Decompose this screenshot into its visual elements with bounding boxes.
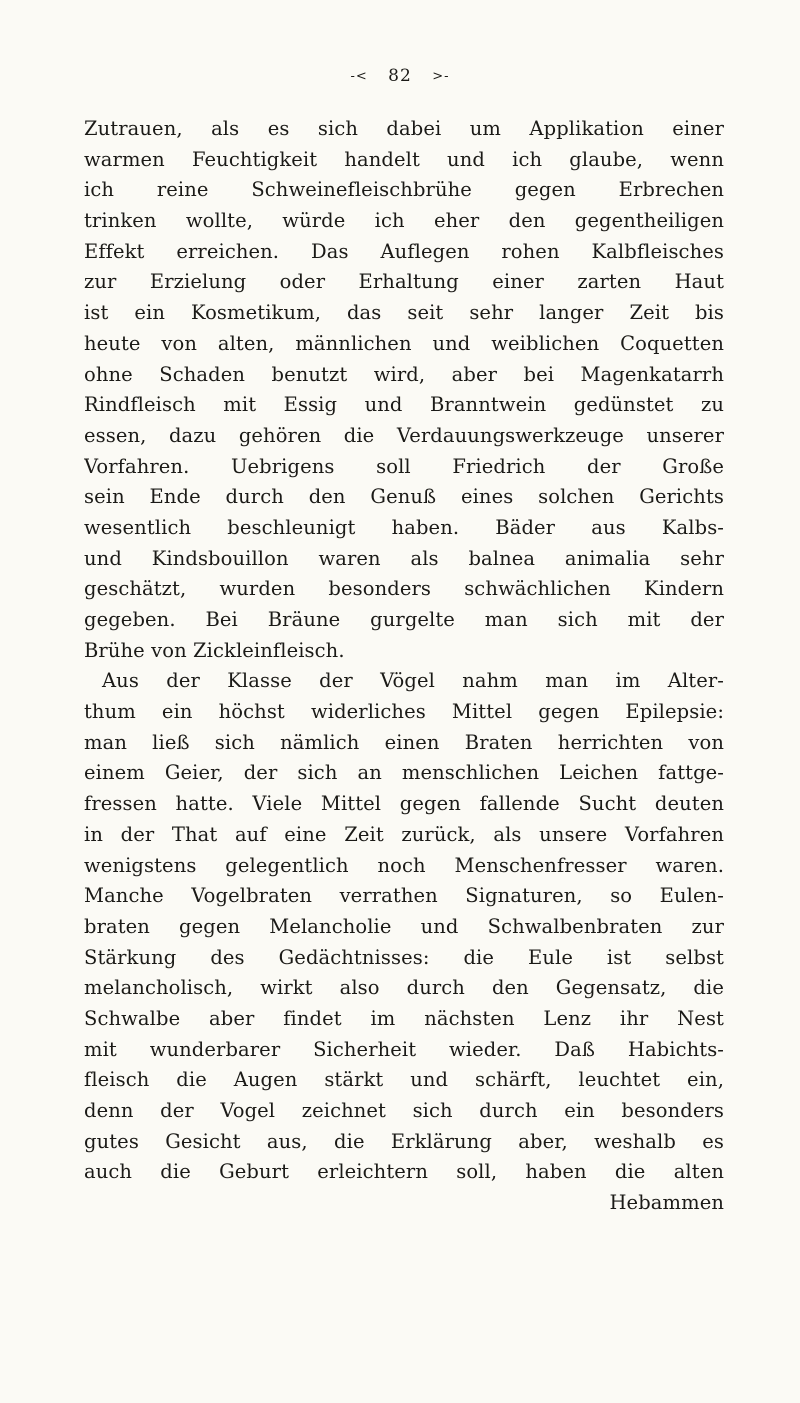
text-line: thum ein höchst widerliches Mittel gegen Epilepsie: xyxy=(84,700,724,724)
text-line: fleisch die Augen stärkt und schärft, leuchtet ein, xyxy=(84,1068,724,1092)
text-line: essen, dazu gehören die Verdauungswerkzeuge unserer xyxy=(84,423,724,447)
text-line: mit wunderbarer Sicherheit wieder. Daß Habichts- xyxy=(84,1037,724,1061)
left-ornament: -< xyxy=(350,69,368,84)
text-line: warmen Feuchtigkeit handelt und ich glaube, wenn xyxy=(84,147,724,171)
right-ornament: >- xyxy=(432,69,450,84)
text-line: zur Erzielung oder Erhaltung einer zarten Haut xyxy=(84,270,724,294)
text-line: und Kindsbouillon waren als balnea animalia sehr xyxy=(84,546,724,570)
text-line: Brühe von Zickleinfleisch. xyxy=(84,638,345,662)
text-line: ist ein Kosmetikum, das seit sehr langer Zeit bis xyxy=(84,301,724,325)
text-line: fressen hatte. Viele Mittel gegen fallende Sucht deuten xyxy=(84,792,724,816)
page-header xyxy=(0,66,800,86)
text-line: braten gegen Melancholie und Schwalbenbraten zur xyxy=(84,914,724,938)
text-line: Stärkung des Gedächtnisses: die Eule ist selbst xyxy=(84,945,724,969)
text-line: Manche Vogelbraten verrathen Signaturen, so Eulen- xyxy=(84,884,724,908)
text-line: melancholisch, wirkt also durch den Gegensatz, die xyxy=(84,976,724,1000)
text-line: sein Ende durch den Genuß eines solchen Gerichts xyxy=(84,485,724,509)
text-line: Schwalbe aber findet im nächsten Lenz ihr Nest xyxy=(84,1006,724,1030)
text-line: heute von alten, männlichen und weiblichen Coquetten xyxy=(84,331,724,355)
text-line: denn der Vogel zeichnet sich durch ein besonders xyxy=(84,1099,724,1122)
text-line: in der That auf eine Zeit zurück, als unsere Vorfahren xyxy=(84,822,724,846)
text-line: Effekt erreichen. Das Auflegen rohen Kalbfleisches xyxy=(84,239,724,263)
text-line: Rindfleisch mit Essig und Branntwein gedünstet zu xyxy=(84,393,724,417)
text-line: auch die Geburt erleichtern soll, haben die alten xyxy=(84,1160,724,1184)
text-line: geschätzt, wurden besonders schwächlichen Kindern xyxy=(84,577,724,601)
body-text xyxy=(84,114,724,1219)
text-line: Hebammen xyxy=(609,1191,724,1215)
text-line: Vorfahren. Uebrigens soll Friedrich der Große xyxy=(84,454,724,478)
text-line: ohne Schaden benutzt wird, aber bei Magenkatarrh xyxy=(84,362,724,386)
text-line: ich reine Schweinefleischbrühe gegen Erbrechen xyxy=(84,178,724,202)
text-line: gegeben. Bei Bräune gurgelte man sich mit der xyxy=(84,608,724,631)
text-line: Zutrauen, als es sich dabei um Applikation einer xyxy=(84,117,724,140)
text-line: gutes Gesicht aus, die Erklärung aber, weshalb es xyxy=(84,1129,724,1153)
text-line: einem Geier, der sich an menschlichen Leichen fattge- xyxy=(84,761,724,785)
text-line: wesentlich beschleunigt haben. Bäder aus Kalbs- xyxy=(84,515,724,539)
text-line: wenigstens gelegentlich noch Menschenfresser waren. xyxy=(84,853,724,877)
text-line: trinken wollte, würde ich eher den gegentheiligen xyxy=(84,209,724,233)
text-line: man ließ sich nämlich einen Braten herrichten von xyxy=(84,730,724,754)
page-number: 82 xyxy=(388,66,412,86)
text-line: Aus der Klasse der Vögel nahm man im Alter- xyxy=(102,669,724,693)
